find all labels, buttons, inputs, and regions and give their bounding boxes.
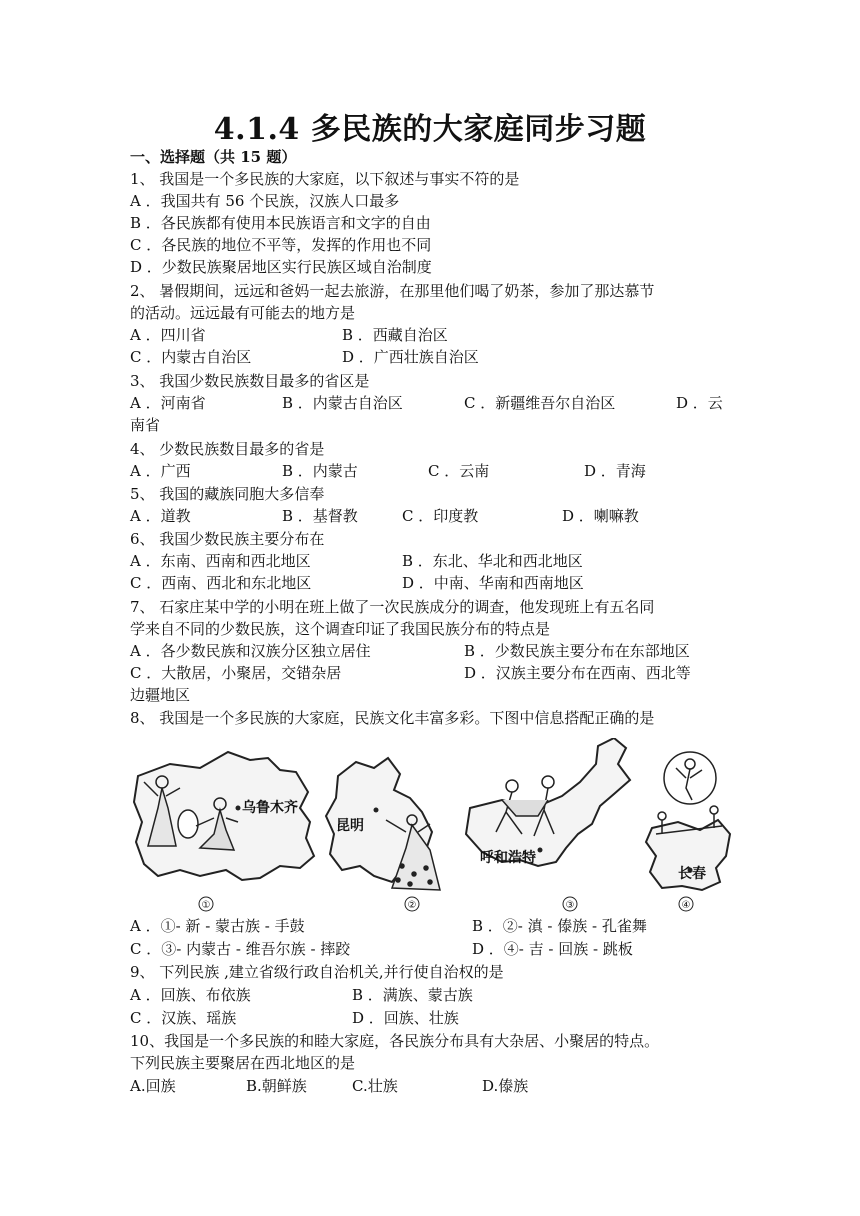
- map-3-inner-mongolia: [466, 738, 630, 911]
- question-6-option-d: D ．中南、华南和西南地区: [402, 574, 584, 592]
- question-4-stem: 4、 少数民族数目最多的省是: [130, 440, 325, 458]
- ethnic-maps-figure: [130, 738, 732, 918]
- question-9-option-d: D ．回族、壮族: [352, 1009, 459, 1027]
- question-3-option-d-wrap: 南省: [130, 416, 161, 434]
- question-10-option-a: A.回族: [130, 1077, 176, 1095]
- question-4-option-d: D ．青海: [584, 462, 646, 480]
- section-heading: 一、选择题（共 15 题）: [130, 148, 297, 166]
- question-5-stem: 5、 我国的藏族同胞大多信奉: [130, 485, 325, 503]
- question-7-option-d: D ．汉族主要分布在西南、西北等: [464, 664, 691, 682]
- question-9-option-c: C ．汉族、瑶族: [130, 1009, 237, 1027]
- question-1-option-c: C ．各民族的地位不平等，发挥的作用也不同: [130, 236, 432, 254]
- question-4-option-b: B ．内蒙古: [282, 462, 358, 480]
- question-5-option-c: C ．印度教: [402, 507, 479, 525]
- question-1-option-b: B ．各民族都有使用本民族语言和文字的自由: [130, 214, 431, 232]
- map-3-number: ③: [565, 900, 575, 911]
- map-2-yunnan: [326, 758, 440, 911]
- question-5-option-b: B ．基督教: [282, 507, 358, 525]
- question-2-option-d: D ．广西壮族自治区: [342, 348, 479, 366]
- question-1-option-d: D ．少数民族聚居地区实行民族区域自治制度: [130, 258, 432, 276]
- question-2-stem-line-1: 2、 暑假期间，远远和爸妈一起去旅游，在那里他们喝了奶茶，参加了那达慕节: [130, 282, 655, 300]
- question-7-stem-line-2: 学来自不同的少数民族，这个调查印证了我国民族分布的特点是: [130, 620, 551, 638]
- question-3-option-c: C ．新疆维吾尔自治区: [464, 394, 616, 412]
- question-10-option-c: C.壮族: [352, 1077, 398, 1095]
- question-8-stem: 8、 我国是一个多民族的大家庭，民族文化丰富多彩。下图中信息搭配正确的是: [130, 709, 655, 727]
- question-8-option-c: C ．③- 内蒙古 - 维吾尔族 - 摔跤: [130, 940, 351, 958]
- question-5-option-a: A ．道教: [130, 507, 191, 525]
- map-4-city-label: 长春: [678, 866, 706, 882]
- map-4-number: ④: [681, 900, 691, 911]
- question-2-option-c: C ．内蒙古自治区: [130, 348, 252, 366]
- question-10-option-b: B.朝鲜族: [246, 1077, 307, 1095]
- question-10-option-d: D.傣族: [482, 1077, 529, 1095]
- question-4-option-c: C ．云南: [428, 462, 490, 480]
- question-6-stem: 6、 我国少数民族主要分布在: [130, 530, 325, 548]
- map-1-number: ①: [201, 900, 211, 911]
- question-8-option-a: A ．①- 新 - 蒙古族 - 手鼓: [130, 917, 305, 935]
- question-7-stem-line-1: 7、 石家庄某中学的小明在班上做了一次民族成分的调查，他发现班上有五名同: [130, 598, 655, 616]
- question-3-stem: 3、 我国少数民族数目最多的省区是: [130, 372, 370, 390]
- question-2-stem-line-2: 的活动。远远最有可能去的地方是: [130, 304, 356, 322]
- question-9-option-a: A ．回族、布依族: [130, 986, 251, 1004]
- question-2-option-b: B ．西藏自治区: [342, 326, 448, 344]
- question-3-option-a: A ．河南省: [130, 394, 206, 412]
- question-6-option-a: A ．东南、西南和西北地区: [130, 552, 311, 570]
- question-1-option-a: A ．我国共有 56 个民族，汉族人口最多: [130, 192, 400, 210]
- map-4-jilin: [646, 752, 730, 911]
- question-7-option-a: A ．各少数民族和汉族分区独立居住: [130, 642, 371, 660]
- ethnic-maps-svg: [130, 738, 732, 918]
- question-6-option-b: B ．东北、华北和西北地区: [402, 552, 583, 570]
- question-10-stem-line-2: 下列民族主要聚居在西北地区的是: [130, 1054, 356, 1072]
- map-2-number: ②: [407, 900, 417, 911]
- document-title: 4.1.4 多民族的大家庭同步习题: [213, 112, 647, 147]
- question-4-option-a: A ．广西: [130, 462, 191, 480]
- question-1-stem: 1、 我国是一个多民族的大家庭，以下叙述与事实不符的是: [130, 170, 520, 188]
- question-9-option-b: B ．满族、蒙古族: [352, 986, 473, 1004]
- question-5-option-d: D ．喇嘛教: [562, 507, 639, 525]
- question-9-stem: 9、 下列民族 ,建立省级行政自治机关,并行使自治权的是: [130, 963, 504, 981]
- question-3-option-d: D ．云: [676, 394, 723, 412]
- question-3-option-b: B ．内蒙古自治区: [282, 394, 403, 412]
- question-10-stem-line-1: 10、我国是一个多民族的和睦大家庭，各民族分布具有大杂居、小聚居的特点。: [130, 1032, 660, 1050]
- question-8-option-d: D ．④- 吉 - 回族 - 跳板: [472, 940, 633, 958]
- question-6-option-c: C ．西南、西北和东北地区: [130, 574, 312, 592]
- question-7-option-d-wrap: 边疆地区: [130, 686, 191, 704]
- question-7-option-c: C ．大散居，小聚居，交错杂居: [130, 664, 342, 682]
- map-3-city-label: 呼和浩特: [480, 850, 536, 866]
- seesaw-jumpers-figure: [656, 752, 722, 834]
- map-2-city-label: 昆明: [336, 818, 364, 834]
- question-2-option-a: A ．四川省: [130, 326, 206, 344]
- map-1-xinjiang: [134, 752, 314, 911]
- map-1-city-label: 乌鲁木齐: [242, 800, 298, 816]
- question-8-option-b: B ．②- 滇 - 傣族 - 孔雀舞: [472, 917, 647, 935]
- question-7-option-b: B ．少数民族主要分布在东部地区: [464, 642, 690, 660]
